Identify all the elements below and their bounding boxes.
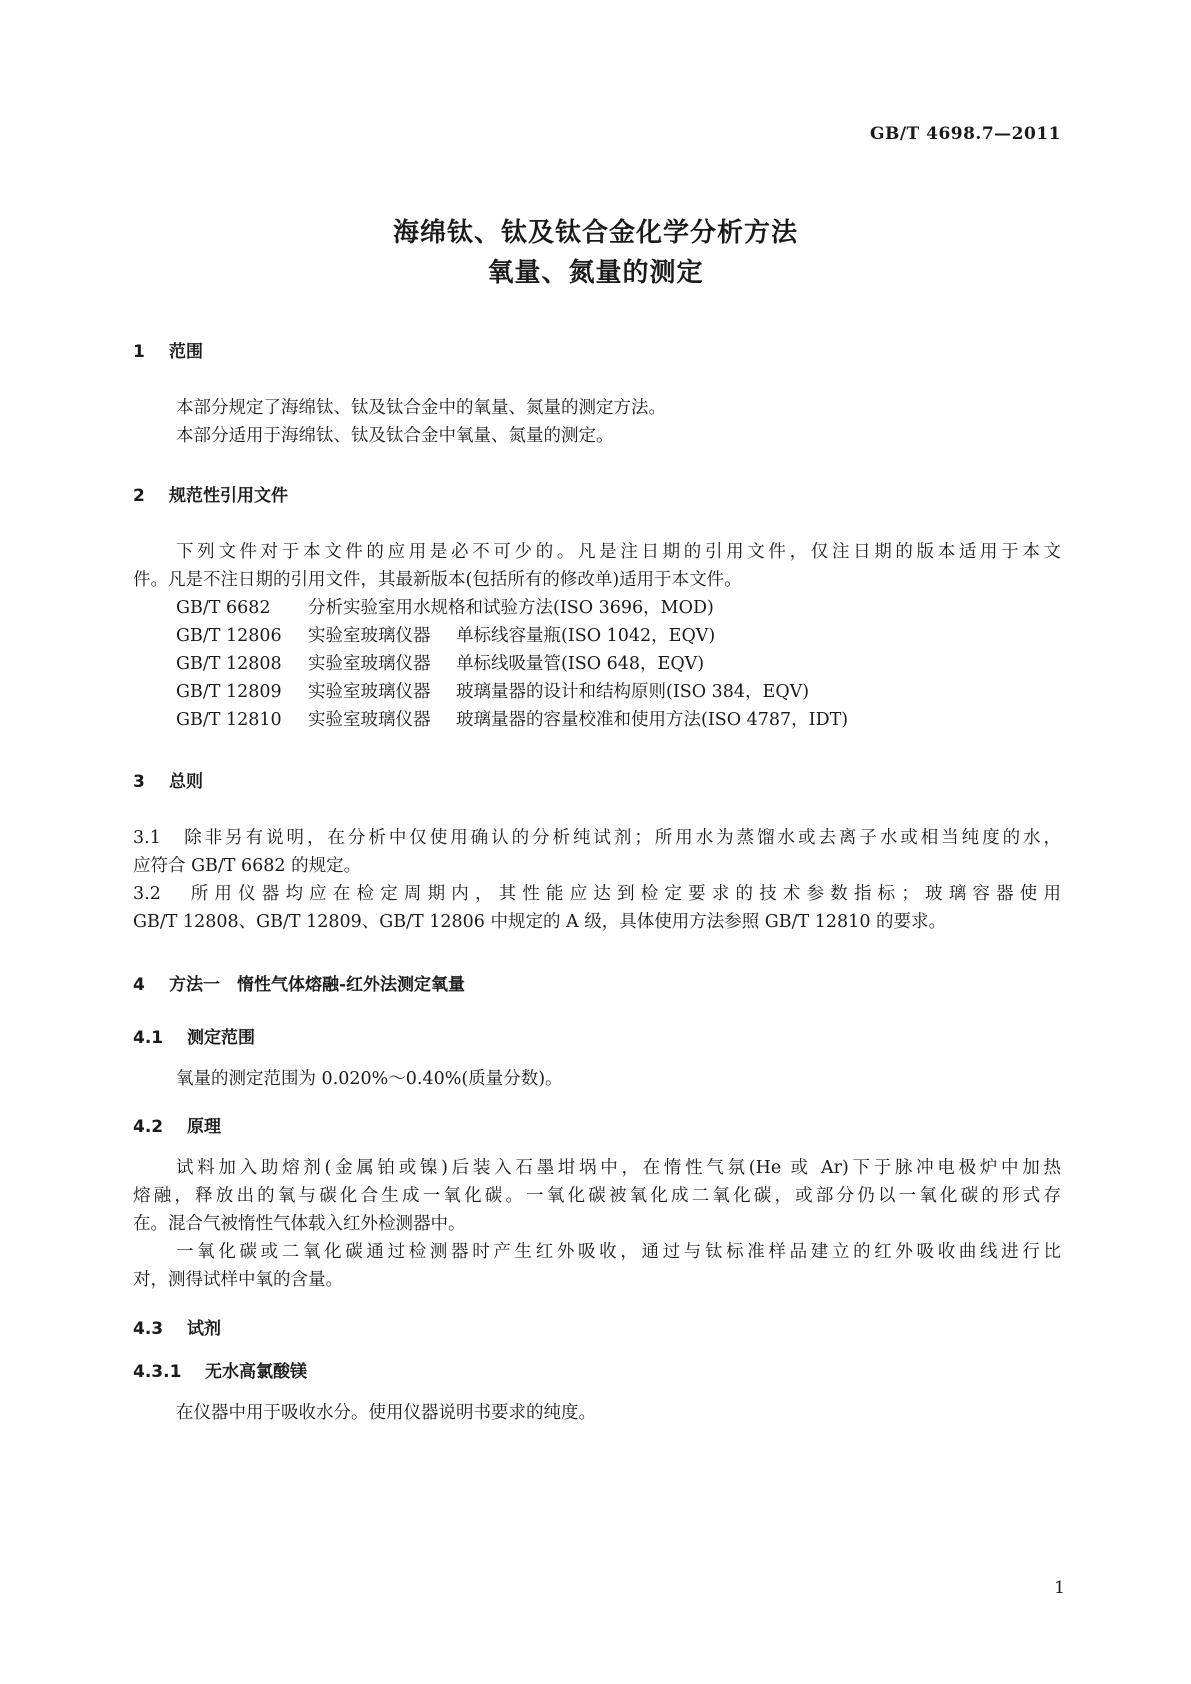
reference-item xyxy=(176,593,714,623)
reference-title: 分析实验室用水规格和试验方法(ISO 3696，MOD) xyxy=(308,598,714,618)
paragraph: 一氧化碳或二氧化碳通过检测器时产生红外吸收，通过与钛标准样品建立的红外吸收曲线进行比 xyxy=(176,1242,1061,1262)
paragraph: 下列文件对于本文件的应用是必不可少的。凡是注日期的引用文件，仅注日期的版本适用于本文 xyxy=(176,542,1061,562)
section-title: 无水高氯酸镁 xyxy=(205,1362,307,1382)
section-title: 原理 xyxy=(187,1117,221,1137)
page-number: 1 xyxy=(1054,1578,1065,1598)
paragraph: 氧量的测定范围为 0.020%～0.40%(质量分数)。 xyxy=(176,1069,563,1089)
reference-item xyxy=(176,705,848,735)
paragraph: 在仪器中用于吸收水分。使用仪器说明书要求的纯度。 xyxy=(176,1403,596,1423)
section-number: 1 xyxy=(133,342,145,362)
paragraph: 3.1 除非另有说明，在分析中仅使用确认的分析纯试剂；所用水为蒸馏水或去离子水或相当纯度的水， xyxy=(133,828,1061,848)
section-3-heading xyxy=(133,767,203,792)
document-title-line1: 海绵钛、钛及钛合金化学分析方法 xyxy=(392,218,798,248)
section-title: 试剂 xyxy=(187,1319,221,1339)
reference-title: 实验室玻璃仪器 xyxy=(308,710,431,730)
paragraph: 熔融，释放出的氧与碳化合生成一氧化碳。一氧化碳被氧化成二氧化碳，或部分仍以一氧化碳的形式存 xyxy=(133,1186,1061,1206)
reference-subtitle: 单标线吸量管(ISO 648，EQV) xyxy=(456,654,705,674)
reference-item xyxy=(176,649,704,679)
paragraph: 试料加入助熔剂(金属铂或镍)后装入石墨坩埚中，在惰性气氛(He 或 Ar)下于脉冲电极炉中加热 xyxy=(176,1158,1061,1178)
section-1-heading xyxy=(133,337,203,362)
section-title: 范围 xyxy=(169,342,203,362)
subsection-4-3-heading xyxy=(133,1314,221,1339)
section-title: 测定范围 xyxy=(187,1028,255,1048)
section-number: 2 xyxy=(133,486,145,506)
document-code: GB/T 4698.7—2011 xyxy=(869,124,1061,144)
paragraph: 件。凡是不注日期的引用文件，其最新版本(包括所有的修改单)适用于本文件。 xyxy=(133,570,742,590)
reference-code: GB/T 12810 xyxy=(176,710,282,730)
section-number: 4.3.1 xyxy=(133,1362,182,1382)
section-2-heading xyxy=(133,481,288,506)
paragraph: 应符合 GB/T 6682 的规定。 xyxy=(133,856,362,876)
paragraph: 本部分适用于海绵钛、钛及钛合金中氧量、氮量的测定。 xyxy=(176,426,614,446)
section-number: 4 xyxy=(133,975,145,995)
section-4-heading xyxy=(133,970,465,995)
reference-code: GB/T 12806 xyxy=(176,626,282,646)
section-number: 4.1 xyxy=(133,1028,164,1048)
reference-subtitle: 单标线容量瓶(ISO 1042，EQV) xyxy=(456,626,716,646)
section-number: 4.2 xyxy=(133,1117,164,1137)
subsection-4-3-1-heading xyxy=(133,1357,307,1382)
section-title: 总则 xyxy=(169,772,203,792)
paragraph: 对，测得试样中氧的含量。 xyxy=(133,1270,343,1290)
reference-code: GB/T 12808 xyxy=(176,654,282,674)
section-number: 3 xyxy=(133,772,145,792)
reference-item xyxy=(176,621,715,651)
reference-title: 实验室玻璃仪器 xyxy=(308,682,431,702)
reference-code: GB/T 12809 xyxy=(176,682,282,702)
reference-title: 实验室玻璃仪器 xyxy=(308,654,431,674)
reference-subtitle: 玻璃量器的设计和结构原则(ISO 384，EQV) xyxy=(456,682,810,702)
paragraph: 在。混合气被惰性气体载入红外检测器中。 xyxy=(133,1214,466,1234)
subsection-4-1-heading xyxy=(133,1023,255,1048)
paragraph: 本部分规定了海绵钛、钛及钛合金中的氧量、氮量的测定方法。 xyxy=(176,398,666,418)
section-title: 方法一 惰性气体熔融-红外法测定氧量 xyxy=(169,975,466,995)
subsection-4-2-heading xyxy=(133,1112,221,1137)
reference-item xyxy=(176,677,809,707)
document-title-line2: 氧量、氮量的测定 xyxy=(487,258,704,288)
reference-code: GB/T 6682 xyxy=(176,598,271,618)
section-number: 4.3 xyxy=(133,1319,164,1339)
paragraph: GB/T 12808、GB/T 12809、GB/T 12806 中规定的 A 级，具体使用方法参照 GB/T 12810 的要求。 xyxy=(133,912,947,932)
reference-subtitle: 玻璃量器的容量校准和使用方法(ISO 4787，IDT) xyxy=(456,710,849,730)
section-title: 规范性引用文件 xyxy=(169,486,288,506)
reference-title: 实验室玻璃仪器 xyxy=(308,626,431,646)
paragraph: 3.2 所用仪器均应在检定周期内，其性能应达到检定要求的技术参数指标；玻璃容器使用 xyxy=(133,884,1061,904)
